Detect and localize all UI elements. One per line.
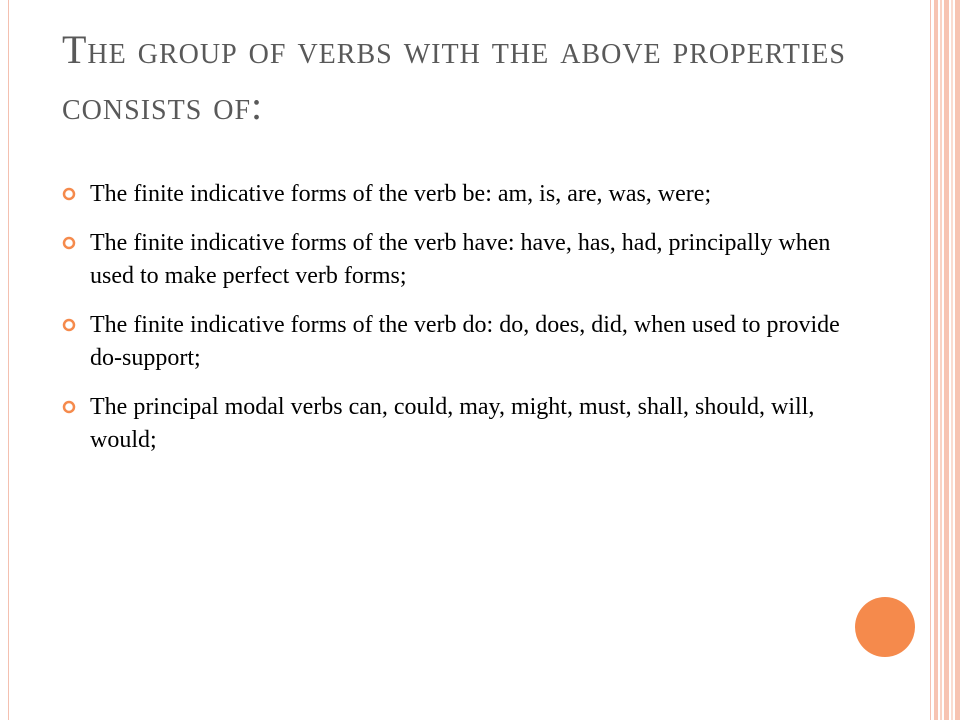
list-item bbox=[62, 309, 842, 375]
open-circle-bullet-icon bbox=[62, 400, 76, 414]
slide-title: The group of verbs with the above properties consists of: bbox=[62, 27, 846, 128]
decorative-orange-circle bbox=[855, 597, 915, 657]
decorative-stripe bbox=[944, 0, 949, 720]
list-item bbox=[62, 391, 842, 457]
bullet-text: The finite indicative forms of the verb have: have, has, had, principally when used to make perfect verb forms; bbox=[90, 230, 831, 289]
open-circle-bullet-icon bbox=[62, 318, 76, 332]
list-item bbox=[62, 178, 842, 211]
bullet-text: The finite indicative forms of the verb be: am, is, are, was, were; bbox=[90, 181, 712, 207]
bullet-text: The principal modal verbs can, could, may, might, must, shall, should, will, would; bbox=[90, 394, 815, 453]
open-circle-bullet-icon bbox=[62, 236, 76, 250]
decorative-stripe bbox=[934, 0, 938, 720]
decorative-stripe bbox=[940, 0, 942, 720]
left-border-line bbox=[8, 0, 9, 720]
decorative-stripe bbox=[951, 0, 953, 720]
open-circle-bullet-icon bbox=[62, 187, 76, 201]
list-item bbox=[62, 227, 842, 293]
bullet-text: The finite indicative forms of the verb do: do, does, did, when used to provide do-support; bbox=[90, 312, 840, 371]
right-border-line bbox=[930, 0, 931, 720]
decorative-stripe bbox=[955, 0, 960, 720]
bullet-list bbox=[62, 178, 842, 473]
